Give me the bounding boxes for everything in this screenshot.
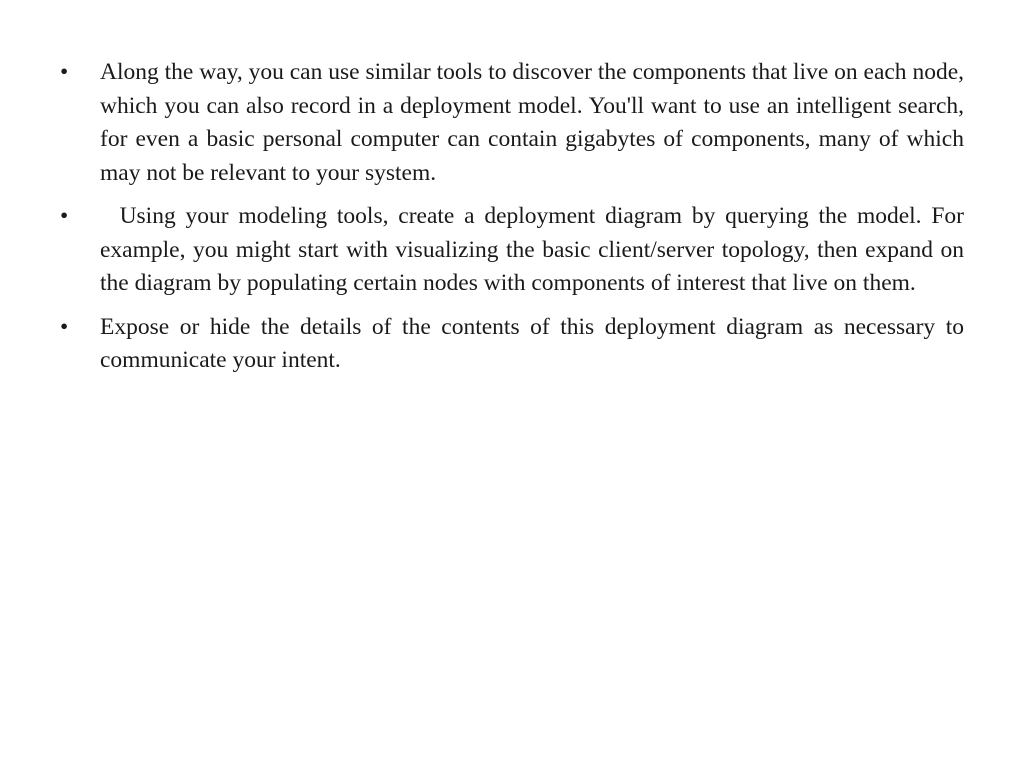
bullet-dot-icon: • <box>60 59 69 85</box>
bullet-text-1: Along the way, you can use similar tools to discover the components that live on each node, which you can also record in a deployment model. You'll want to use an intelligent search, for even a basic personal computer can contain gigabytes of components, many of which may not be relevant to your system. <box>100 59 964 186</box>
bullet-dot-icon: • <box>60 203 69 229</box>
bullet-dot-icon: • <box>60 313 69 340</box>
bullet-item-3 <box>58 311 964 378</box>
bullet-text-3: Expose or hide the details of the contents of this deployment diagram as necessary to communicate your intent. <box>100 313 964 373</box>
bullet-item-2 <box>58 200 964 301</box>
bullet-item-1 <box>58 56 964 190</box>
bullet-list <box>58 56 964 378</box>
bullet-text-2: Using your modeling tools, create a deployment diagram by querying the model. For example, you might start with visualizing the basic client/server topology, then expand on the diagram by populating certain nodes with components of interest that live on them. <box>100 203 964 296</box>
